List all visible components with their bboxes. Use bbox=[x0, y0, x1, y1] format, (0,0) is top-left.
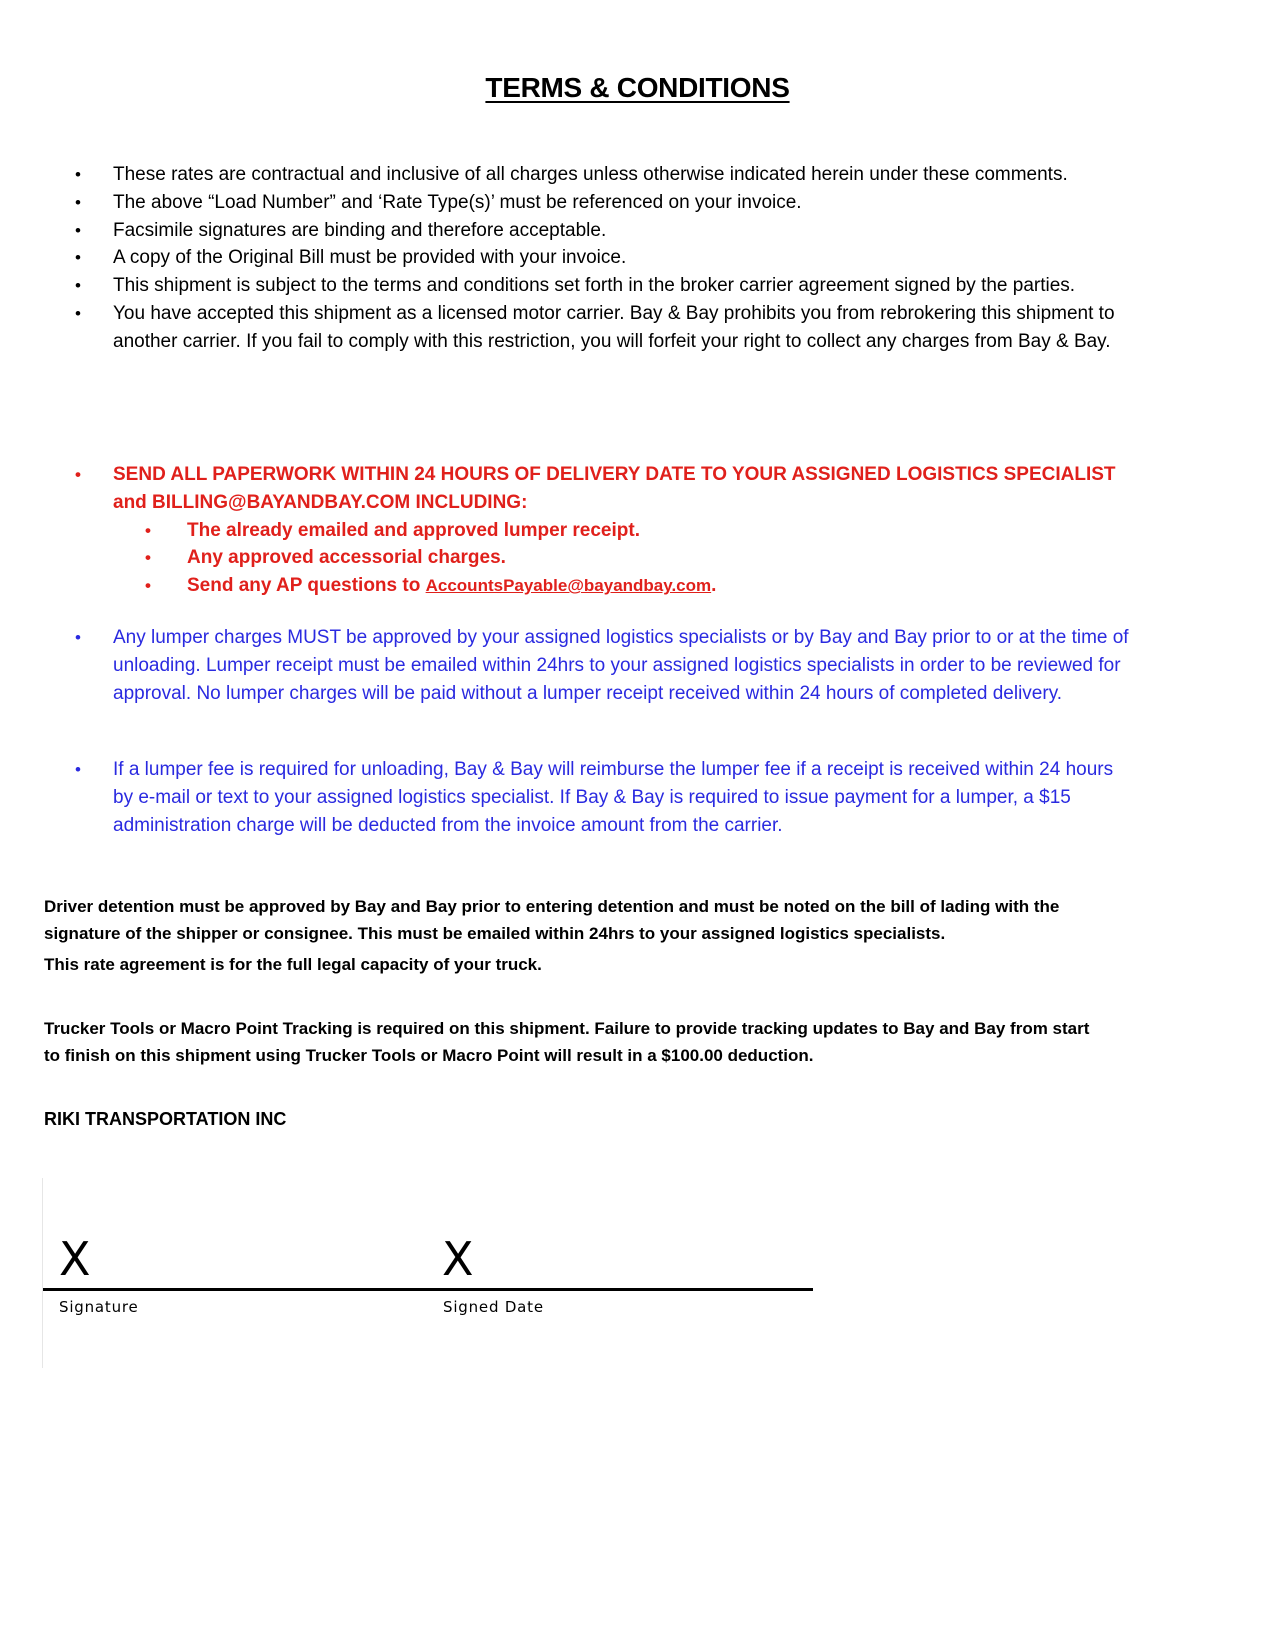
bullet-icon: • bbox=[145, 548, 151, 568]
bullet-icon: • bbox=[75, 760, 81, 779]
lumper-section-1 bbox=[70, 624, 1130, 707]
lumper-term-text: Any lumper charges MUST be approved by your assigned logistics specialists or by Bay and Bay prior to or at the time of unloading. Lumper receipt must be emailed within 24hrs to your assigned logistics specialists in order to be reviewed for approval. No lumper charges will be paid without a lumper receipt received within 24 hours of completed delivery. bbox=[113, 627, 1129, 704]
list-item bbox=[70, 461, 1130, 600]
bullet-icon: • bbox=[75, 465, 81, 484]
signed-date-x-mark: X bbox=[442, 1232, 474, 1286]
term-text: These rates are contractual and inclusive of all charges unless otherwise indicated herein under these comments. bbox=[113, 164, 1068, 185]
ap-prefix: Send any AP questions to bbox=[187, 575, 426, 597]
ap-suffix: . bbox=[711, 575, 717, 597]
list-item bbox=[70, 272, 1130, 300]
list-item bbox=[113, 517, 1130, 545]
list-item bbox=[70, 244, 1130, 272]
list-item bbox=[70, 161, 1130, 189]
signature-line bbox=[43, 1288, 813, 1291]
page-title bbox=[0, 72, 1275, 104]
term-text: This shipment is subject to the terms and conditions set forth in the broker carrier agreement signed by the parties. bbox=[113, 275, 1076, 297]
bullet-icon: • bbox=[145, 576, 151, 596]
lumper-list-1 bbox=[70, 624, 1130, 707]
signature-label: Signature bbox=[59, 1298, 139, 1316]
paperwork-sublist bbox=[113, 517, 1130, 600]
paperwork-item: Any approved accessorial charges. bbox=[187, 547, 506, 569]
lumper-term-text: If a lumper fee is required for unloading, Bay & Bay will reimburse the lumper fee if a receipt is received within 24 hours by e-mail or text to your assigned logistics specialist. If Bay & Bay is required to issue payment for a lumper, a $15 administration charge will be deducted from the invoice amount from the carrier. bbox=[113, 759, 1114, 836]
bullet-icon: • bbox=[75, 220, 81, 240]
general-terms-list bbox=[70, 161, 1130, 356]
signature-x-mark: X bbox=[59, 1232, 91, 1286]
tracking-note: Trucker Tools or Macro Point Tracking is required on this shipment. Failure to provide tracking updates to Bay and Bay from start to finish on this shipment using Trucker Tools or Macro Point will result in a $100.00 deduction. bbox=[44, 1019, 1090, 1065]
general-terms-section bbox=[70, 161, 1130, 356]
bullet-icon: • bbox=[145, 520, 151, 540]
lumper-section-2 bbox=[70, 756, 1130, 839]
list-item bbox=[70, 189, 1130, 217]
lumper-list-2 bbox=[70, 756, 1130, 839]
bullet-icon: • bbox=[75, 303, 81, 323]
paperwork-list bbox=[70, 461, 1130, 600]
bullet-icon: • bbox=[75, 192, 81, 212]
paperwork-section bbox=[70, 461, 1130, 600]
bullet-icon: • bbox=[75, 628, 81, 647]
capacity-note: This rate agreement is for the full legal capacity of your truck. bbox=[44, 955, 542, 974]
term-text: You have accepted this shipment as a licensed motor carrier. Bay & Bay prohibits you from rebrokering this shipment to another carrier. If you fail to comply with this restriction, you will forfeit your right to collect any charges from Bay & Bay. bbox=[113, 302, 1115, 352]
paperwork-item: The already emailed and approved lumper receipt. bbox=[187, 519, 640, 541]
page-title-text: TERMS & CONDITIONS bbox=[485, 72, 790, 103]
carrier-name: RIKI TRANSPORTATION INC bbox=[44, 1109, 287, 1129]
detention-note: Driver detention must be approved by Bay and Bay prior to entering detention and must be noted on the bill of lading with the signature of the shipper or consignee. This must be emailed within 24hrs to your assigned logistics specialists. bbox=[44, 897, 1060, 943]
bullet-icon: • bbox=[75, 276, 81, 296]
list-item bbox=[70, 624, 1130, 707]
list-item bbox=[113, 572, 1130, 600]
paperwork-heading: SEND ALL PAPERWORK WITHIN 24 HOURS OF DELIVERY DATE TO YOUR ASSIGNED LOGISTICS SPECIALIST and BILLING@BAYANDBAY.COM INCLUDING: bbox=[113, 464, 1116, 513]
bullet-icon: • bbox=[75, 165, 81, 184]
term-text: Facsimile signatures are binding and therefore acceptable. bbox=[113, 219, 607, 241]
list-item bbox=[70, 217, 1130, 245]
list-item bbox=[113, 544, 1130, 572]
signed-date-label: Signed Date bbox=[443, 1298, 544, 1316]
list-item bbox=[70, 300, 1130, 356]
signature-block[interactable] bbox=[42, 1178, 823, 1368]
term-text: A copy of the Original Bill must be provided with your invoice. bbox=[113, 247, 627, 269]
bullet-icon: • bbox=[75, 248, 81, 268]
list-item bbox=[70, 756, 1130, 839]
term-text: The above “Load Number” and ‘Rate Type(s)’ must be referenced on your invoice. bbox=[113, 191, 802, 213]
accounts-payable-email-link[interactable]: AccountsPayable@bayandbay.com bbox=[425, 576, 712, 596]
